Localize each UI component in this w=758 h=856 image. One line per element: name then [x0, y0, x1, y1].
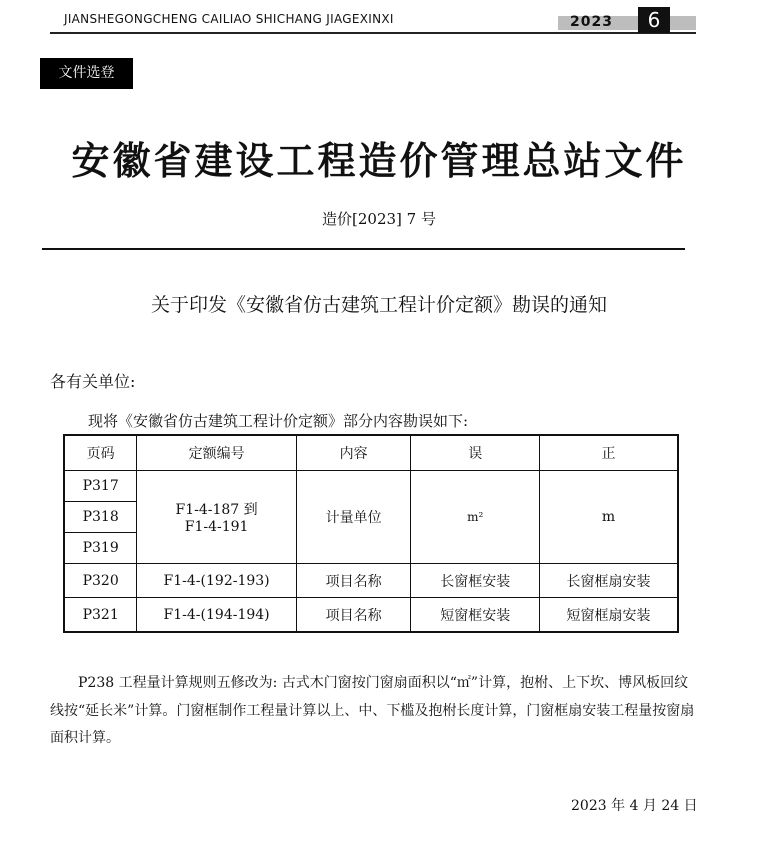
cell-right: 长窗框扇安装 [539, 564, 678, 598]
cell-content-merged: 计量单位 [296, 471, 411, 564]
errata-table [63, 434, 679, 633]
journal-name: JIANSHEGONGCHENG CAILIAO SHICHANG JIAGEXINXI [64, 12, 394, 26]
cell-wrong: 长窗框安装 [411, 564, 540, 598]
title-divider [42, 248, 685, 250]
notice-title: 关于印发《安徽省仿古建筑工程计价定额》勘误的通知 [150, 294, 607, 316]
table-row [64, 598, 678, 633]
header-right: 正 [539, 435, 678, 471]
cell-page: P319 [64, 533, 137, 564]
cell-content: 项目名称 [296, 598, 411, 633]
cell-page: P317 [64, 471, 137, 502]
issuer-title: 安徽省建设工程造价管理总站文件 [71, 139, 687, 183]
page-number: 6 [647, 8, 661, 32]
header-rule [50, 32, 696, 34]
cell-page: P321 [64, 598, 137, 633]
cell-page: P320 [64, 564, 137, 598]
cell-right: 短窗框扇安装 [539, 598, 678, 633]
cell-page: P318 [64, 502, 137, 533]
table-header-row [64, 435, 678, 471]
journal-year: 2023 [570, 14, 613, 30]
header-wrong: 误 [411, 435, 540, 471]
cell-code-merged [137, 471, 297, 564]
cell-code: F1-4-(192-193) [137, 564, 297, 598]
header-content: 内容 [296, 435, 411, 471]
header-page: 页码 [64, 435, 137, 471]
intro-text: 现将《安徽省仿古建筑工程计价定额》部分内容勘误如下: [88, 412, 469, 430]
header-code: 定额编号 [137, 435, 297, 471]
cell-code: F1-4-(194-194) [137, 598, 297, 633]
code-line-1: F1-4-187 到 [175, 502, 258, 518]
cell-wrong-merged: m² [411, 471, 540, 564]
cell-wrong: 短窗框安装 [411, 598, 540, 633]
table-row [64, 471, 678, 502]
body-paragraph: P238 工程量计算规则五修改为: 古式木门窗按门窗扇面积以“㎡”计算，抱柎、上下坎、博风板回纹线按“延长米”计算。门窗框制作工程量计算以上、中、下槛及抱柎长度计算，门窗框扇安装工程量按窗扇面积计算。 [50, 675, 695, 746]
cell-right-merged: m [539, 471, 678, 564]
table-row [64, 564, 678, 598]
section-tag: 文件选登 [40, 58, 133, 89]
issue-date: 2023 年 4 月 24 日 [571, 798, 698, 814]
document-number: 造价[2023] 7 号 [322, 210, 436, 228]
code-line-2: F1-4-191 [184, 519, 249, 535]
salutation: 各有关单位: [50, 372, 136, 391]
cell-content: 项目名称 [296, 564, 411, 598]
